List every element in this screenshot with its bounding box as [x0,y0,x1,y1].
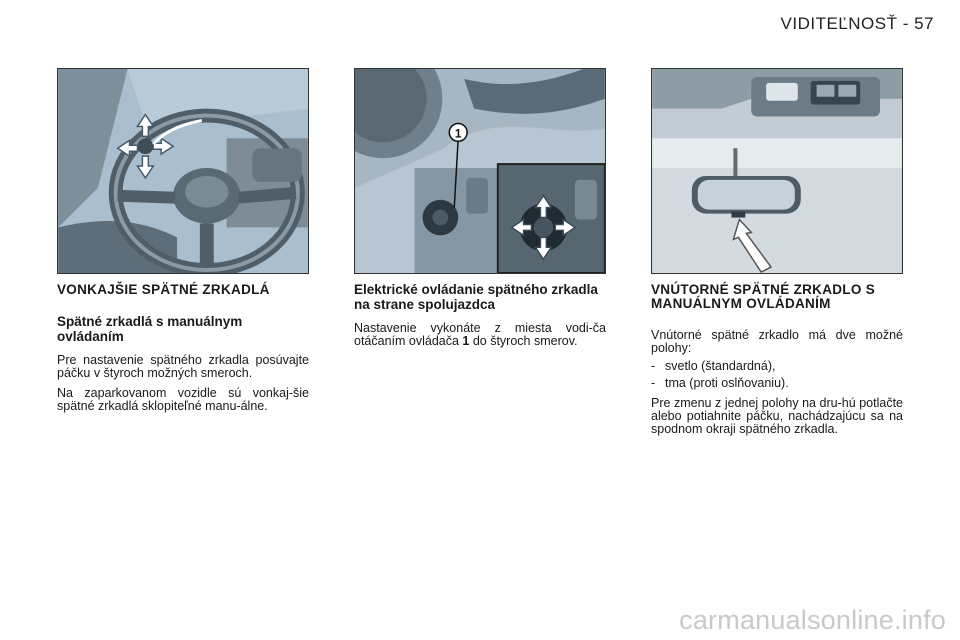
list-item-text: svetlo (štandardná), [665,358,776,373]
list-item: - tma (proti oslňovaniu). [651,376,789,391]
watermark: carmanualsonline.info [679,605,946,635]
exterior-mirror-lever-icon [58,69,308,273]
list-item: - svetlo (štandardná), [651,358,776,373]
page-header: VIDITEĽNOSŤ - 57 [780,14,934,33]
steering-wheel-illustration [57,68,309,274]
paragraph: Pre zmenu z jednej polohy na dru-hú potlačte alebo potiahnite páčku, nachádzajúcu sa na spodnom okraji spätného zrkadla. [651,395,903,437]
interior-mirror-section [651,283,903,437]
dashboard-control-illustration [354,68,606,274]
list-item-text: tma (proti oslňovaniu). [665,376,789,391]
interior-rearview-mirror-icon [652,69,902,273]
section-heading: VNÚTORNÉ SPÄTNÉ ZRKADLO S MANUÁLNYM OVLÁDANÍM [651,282,876,311]
section-heading: VONKAJŠIE SPÄTNÉ ZRKADLÁ [57,282,270,297]
exterior-mirrors-section [57,283,309,414]
paragraph-text: do štyroch smerov. [469,334,578,349]
section-heading: Elektrické ovládanie spätného zrkadla na strane spolujazdca [354,282,598,312]
callout-label: 1 [454,126,462,141]
paragraph-text: Nastavenie vykonáte z miesta vodi-ča otáčaním ovládača [354,321,606,349]
paragraph: Na zaparkovanom vozidle sú vonkaj-šie spätné zrkadlá sklopiteľné manu-álne. [57,385,309,414]
electric-mirror-section [354,283,606,349]
rearview-mirror-illustration [651,68,903,274]
paragraph [354,322,606,349]
paragraph: Vnútorné spätné zrkadlo má dve možné polohy: [651,328,903,356]
paragraph: Pre nastavenie spätného zrkadla posúvajte páčku v štyroch možných smeroch. [57,353,309,381]
electric-mirror-control-icon [355,69,605,273]
subsection-heading: Spätné zrkadlá s manuálnym ovládaním [57,314,243,344]
control-number: 1 [462,334,470,349]
